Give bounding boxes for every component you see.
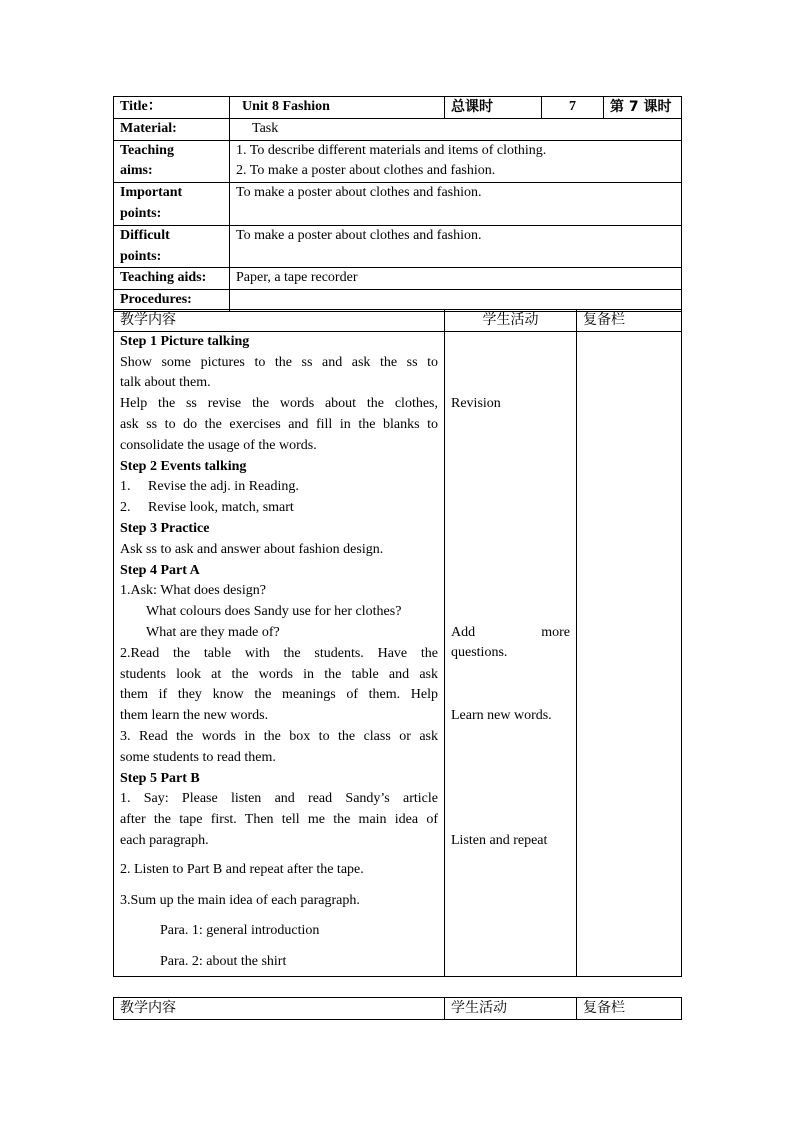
- step-5-text: each paragraph.: [120, 832, 209, 848]
- column-header-student: 学生活动: [445, 310, 577, 332]
- list-item: 2. Revise look, match, smart: [120, 500, 294, 516]
- procedures-table: [113, 309, 682, 977]
- step-3-title: Step 3 Practice: [120, 520, 210, 536]
- step-4-text: What are they made of?: [146, 624, 280, 640]
- procedures-table-continued: [113, 997, 682, 1020]
- procedures-label: Procedures:: [114, 290, 230, 312]
- step-4-text: them if they know the meanings of them. Help: [120, 687, 438, 703]
- step-1-text: consolidate the usage of the words.: [120, 437, 317, 453]
- step-5-para-1: Para. 1: general introduction: [160, 923, 320, 939]
- title-value: Unit 8 Fashion: [230, 97, 445, 119]
- column-header-student: 学生活动: [445, 998, 577, 1020]
- step-4-text: some students to read them.: [120, 749, 276, 765]
- difficult-points-label: Difficult points:: [114, 225, 230, 268]
- list-item: 1. Revise the adj. in Reading.: [120, 479, 299, 495]
- activity-add-questions: Add more: [451, 624, 570, 640]
- step-1-text: talk about them.: [120, 375, 211, 391]
- lesson-info-table: [113, 96, 682, 312]
- teaching-content-cell: [114, 331, 445, 976]
- difficult-points-value: To make a poster about clothes and fashion.: [230, 225, 682, 268]
- column-header-content: 教学内容: [114, 310, 445, 332]
- material-value: Task: [230, 118, 682, 140]
- step-1-text: Help the ss revise the words about the clothes,: [120, 396, 438, 412]
- teaching-aids-value: Paper, a tape recorder: [230, 268, 682, 290]
- step-5-text: 3.Sum up the main idea of each paragraph.: [120, 892, 360, 908]
- step-1-title: Step 1 Picture talking: [120, 333, 250, 349]
- notes-cell: [577, 331, 682, 976]
- step-5-text: 2. Listen to Part B and repeat after the tape.: [120, 861, 364, 877]
- step-4-text: What colours does Sandy use for her clothes?: [146, 604, 402, 620]
- material-label: Material:: [114, 118, 230, 140]
- step-2-title: Step 2 Events talking: [120, 458, 247, 474]
- column-header-notes: 复备栏: [577, 998, 682, 1020]
- important-points-value: To make a poster about clothes and fashion.: [230, 183, 682, 226]
- step-1-text: ask ss to do the exercises and fill in the blanks to: [120, 416, 438, 432]
- step-4-text: 2.Read the table with the students. Have the: [120, 645, 438, 661]
- step-5-text: 1. Say: Please listen and read Sandy’s article: [120, 791, 438, 807]
- step-5-para-2: Para. 2: about the shirt: [160, 954, 287, 970]
- activity-add-questions-cont: questions.: [451, 645, 508, 661]
- step-4-text: them learn the new words.: [120, 708, 269, 724]
- activity-listen-repeat: Listen and repeat: [451, 832, 548, 848]
- column-header-content: 教学内容: [114, 998, 445, 1020]
- step-1-text: Show some pictures to the ss and ask the ss to: [120, 354, 438, 370]
- important-points-label: Important points:: [114, 183, 230, 226]
- aim-2: 2. To make a poster about clothes and fashion.: [236, 163, 496, 179]
- total-hours-value: 7: [542, 97, 604, 119]
- teaching-aims-value: [230, 140, 682, 183]
- step-3-text: Ask ss to ask and answer about fashion design.: [120, 541, 384, 557]
- step-5-title: Step 5 Part B: [120, 770, 200, 786]
- teaching-aims-label: Teaching aims:: [114, 140, 230, 183]
- aim-1: 1. To describe different materials and items of clothing.: [236, 142, 547, 158]
- title-label: Title：: [114, 97, 230, 119]
- total-hours-label: 总课时: [445, 97, 542, 119]
- step-5-text: after the tape first. Then tell me the main idea of: [120, 812, 438, 828]
- activity-learn-words: Learn new words.: [451, 707, 552, 723]
- column-header-notes: 复备栏: [577, 310, 682, 332]
- student-activity-cell: [445, 331, 577, 976]
- activity-revision: Revision: [451, 395, 501, 411]
- step-4-text: students look at the words in the table and ask: [120, 666, 438, 682]
- step-4-text: 1.Ask: What does design?: [120, 583, 266, 599]
- lesson-number: 第 7 课时: [604, 97, 682, 119]
- step-4-title: Step 4 Part A: [120, 562, 200, 578]
- step-4-text: 3. Read the words in the box to the class or ask: [120, 728, 438, 744]
- teaching-aids-label: Teaching aids:: [114, 268, 230, 290]
